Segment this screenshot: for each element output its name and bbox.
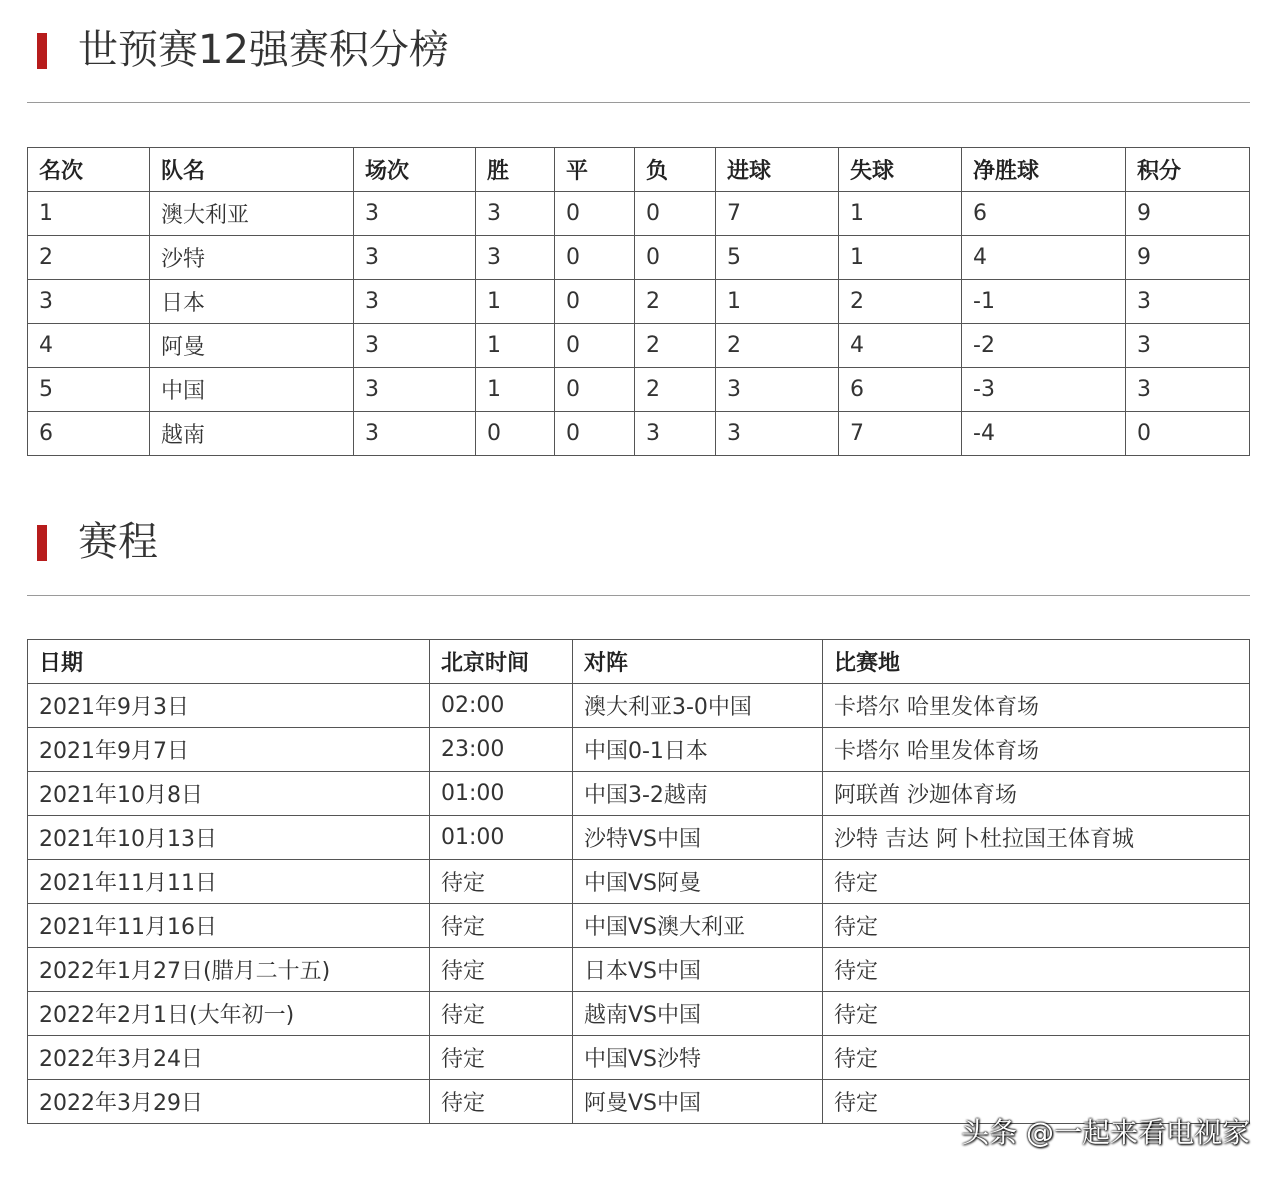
venue-cell: 卡塔尔 哈里发体育场 <box>823 728 1250 772</box>
venue-cell: 阿联酋 沙迦体育场 <box>823 772 1250 816</box>
table-row <box>28 772 1250 816</box>
goals-against-cell: 1 <box>839 192 962 236</box>
header-draws: 平 <box>555 148 635 192</box>
header-matchup: 对阵 <box>573 640 823 684</box>
wins-cell: 1 <box>476 280 555 324</box>
goal-difference-cell: 6 <box>962 192 1126 236</box>
matchup-cell: 中国VS阿曼 <box>573 860 823 904</box>
venue-cell: 待定 <box>823 992 1250 1036</box>
team-cell: 中国 <box>150 368 354 412</box>
goal-difference-cell: -3 <box>962 368 1126 412</box>
team-cell: 日本 <box>150 280 354 324</box>
matchup-cell: 澳大利亚3-0中国 <box>573 684 823 728</box>
losses-cell: 0 <box>635 236 716 280</box>
standings-title: 世预赛12强赛积分榜 <box>78 27 449 73</box>
losses-cell: 2 <box>635 324 716 368</box>
table-row <box>28 728 1250 772</box>
header-goals-for: 进球 <box>716 148 839 192</box>
table-row <box>28 904 1250 948</box>
points-cell: 3 <box>1126 324 1250 368</box>
header-rank: 名次 <box>28 148 150 192</box>
header-venue: 比赛地 <box>823 640 1250 684</box>
table-row <box>28 192 1250 236</box>
beijing-time-cell: 待定 <box>430 904 573 948</box>
team-cell: 沙特 <box>150 236 354 280</box>
beijing-time-cell: 01:00 <box>430 816 573 860</box>
table-row <box>28 1036 1250 1080</box>
rank-cell: 1 <box>28 192 150 236</box>
points-cell: 0 <box>1126 412 1250 456</box>
draws-cell: 0 <box>555 280 635 324</box>
draws-cell: 0 <box>555 368 635 412</box>
wins-cell: 0 <box>476 412 555 456</box>
matchup-cell: 日本VS中国 <box>573 948 823 992</box>
played-cell: 3 <box>354 412 476 456</box>
standings-table <box>27 147 1250 456</box>
standings-header-row <box>28 148 1250 192</box>
losses-cell: 0 <box>635 192 716 236</box>
goal-difference-cell: -2 <box>962 324 1126 368</box>
goal-difference-cell: 4 <box>962 236 1126 280</box>
table-row <box>28 368 1250 412</box>
goals-for-cell: 1 <box>716 280 839 324</box>
goals-against-cell: 1 <box>839 236 962 280</box>
goals-for-cell: 7 <box>716 192 839 236</box>
matchup-cell: 越南VS中国 <box>573 992 823 1036</box>
losses-cell: 2 <box>635 368 716 412</box>
venue-cell: 待定 <box>823 860 1250 904</box>
goals-against-cell: 6 <box>839 368 962 412</box>
goal-difference-cell: -4 <box>962 412 1126 456</box>
goals-for-cell: 3 <box>716 368 839 412</box>
schedule-header-row <box>28 640 1250 684</box>
header-beijing-time: 北京时间 <box>430 640 573 684</box>
team-cell: 越南 <box>150 412 354 456</box>
header-losses: 负 <box>635 148 716 192</box>
date-cell: 2022年3月24日 <box>28 1036 430 1080</box>
rank-cell: 2 <box>28 236 150 280</box>
matchup-cell: 沙特VS中国 <box>573 816 823 860</box>
draws-cell: 0 <box>555 412 635 456</box>
draws-cell: 0 <box>555 192 635 236</box>
matchup-cell: 中国VS澳大利亚 <box>573 904 823 948</box>
standings-divider <box>27 102 1250 103</box>
date-cell: 2021年9月3日 <box>28 684 430 728</box>
table-row <box>28 236 1250 280</box>
header-goals-against: 失球 <box>839 148 962 192</box>
table-row <box>28 684 1250 728</box>
date-cell: 2021年10月8日 <box>28 772 430 816</box>
rank-cell: 6 <box>28 412 150 456</box>
date-cell: 2021年9月7日 <box>28 728 430 772</box>
date-cell: 2021年11月11日 <box>28 860 430 904</box>
table-row <box>28 280 1250 324</box>
table-row <box>28 948 1250 992</box>
venue-cell: 卡塔尔 哈里发体育场 <box>823 684 1250 728</box>
matchup-cell: 中国VS沙特 <box>573 1036 823 1080</box>
points-cell: 9 <box>1126 192 1250 236</box>
schedule-divider <box>27 595 1250 596</box>
venue-cell: 待定 <box>823 1036 1250 1080</box>
matchup-cell: 阿曼VS中国 <box>573 1080 823 1124</box>
rank-cell: 5 <box>28 368 150 412</box>
beijing-time-cell: 待定 <box>430 948 573 992</box>
venue-cell: 待定 <box>823 904 1250 948</box>
header-team: 队名 <box>150 148 354 192</box>
played-cell: 3 <box>354 192 476 236</box>
table-row <box>28 816 1250 860</box>
played-cell: 3 <box>354 280 476 324</box>
wins-cell: 1 <box>476 324 555 368</box>
schedule-title: 赛程 <box>78 519 158 565</box>
points-cell: 9 <box>1126 236 1250 280</box>
beijing-time-cell: 待定 <box>430 1080 573 1124</box>
beijing-time-cell: 01:00 <box>430 772 573 816</box>
draws-cell: 0 <box>555 324 635 368</box>
points-cell: 3 <box>1126 368 1250 412</box>
beijing-time-cell: 02:00 <box>430 684 573 728</box>
schedule-accent-bar <box>37 525 47 561</box>
date-cell: 2022年1月27日(腊月二十五) <box>28 948 430 992</box>
wins-cell: 3 <box>476 236 555 280</box>
date-cell: 2022年2月1日(大年初一) <box>28 992 430 1036</box>
beijing-time-cell: 待定 <box>430 1036 573 1080</box>
played-cell: 3 <box>354 368 476 412</box>
date-cell: 2022年3月29日 <box>28 1080 430 1124</box>
rank-cell: 4 <box>28 324 150 368</box>
goal-difference-cell: -1 <box>962 280 1126 324</box>
goals-against-cell: 4 <box>839 324 962 368</box>
goals-for-cell: 3 <box>716 412 839 456</box>
header-points: 积分 <box>1126 148 1250 192</box>
schedule-section-header <box>0 517 1280 569</box>
date-cell: 2021年10月13日 <box>28 816 430 860</box>
points-cell: 3 <box>1126 280 1250 324</box>
venue-cell: 待定 <box>823 948 1250 992</box>
draws-cell: 0 <box>555 236 635 280</box>
table-row <box>28 324 1250 368</box>
date-cell: 2021年11月16日 <box>28 904 430 948</box>
team-cell: 澳大利亚 <box>150 192 354 236</box>
beijing-time-cell: 待定 <box>430 860 573 904</box>
venue-cell: 待定 <box>823 1080 1250 1124</box>
played-cell: 3 <box>354 236 476 280</box>
losses-cell: 3 <box>635 412 716 456</box>
standings-accent-bar <box>37 33 47 69</box>
rank-cell: 3 <box>28 280 150 324</box>
header-date: 日期 <box>28 640 430 684</box>
header-goal-difference: 净胜球 <box>962 148 1126 192</box>
header-wins: 胜 <box>476 148 555 192</box>
schedule-table <box>27 639 1250 1124</box>
matchup-cell: 中国3-2越南 <box>573 772 823 816</box>
header-played: 场次 <box>354 148 476 192</box>
source-watermark: 头条 @一起来看电视家 <box>961 1116 1250 1149</box>
standings-section-header <box>0 25 1280 77</box>
goals-against-cell: 2 <box>839 280 962 324</box>
matchup-cell: 中国0-1日本 <box>573 728 823 772</box>
losses-cell: 2 <box>635 280 716 324</box>
goals-for-cell: 2 <box>716 324 839 368</box>
table-row <box>28 992 1250 1036</box>
wins-cell: 3 <box>476 192 555 236</box>
table-row <box>28 412 1250 456</box>
goals-for-cell: 5 <box>716 236 839 280</box>
beijing-time-cell: 待定 <box>430 992 573 1036</box>
wins-cell: 1 <box>476 368 555 412</box>
venue-cell: 沙特 吉达 阿卜杜拉国王体育城 <box>823 816 1250 860</box>
team-cell: 阿曼 <box>150 324 354 368</box>
table-row <box>28 860 1250 904</box>
goals-against-cell: 7 <box>839 412 962 456</box>
beijing-time-cell: 23:00 <box>430 728 573 772</box>
played-cell: 3 <box>354 324 476 368</box>
